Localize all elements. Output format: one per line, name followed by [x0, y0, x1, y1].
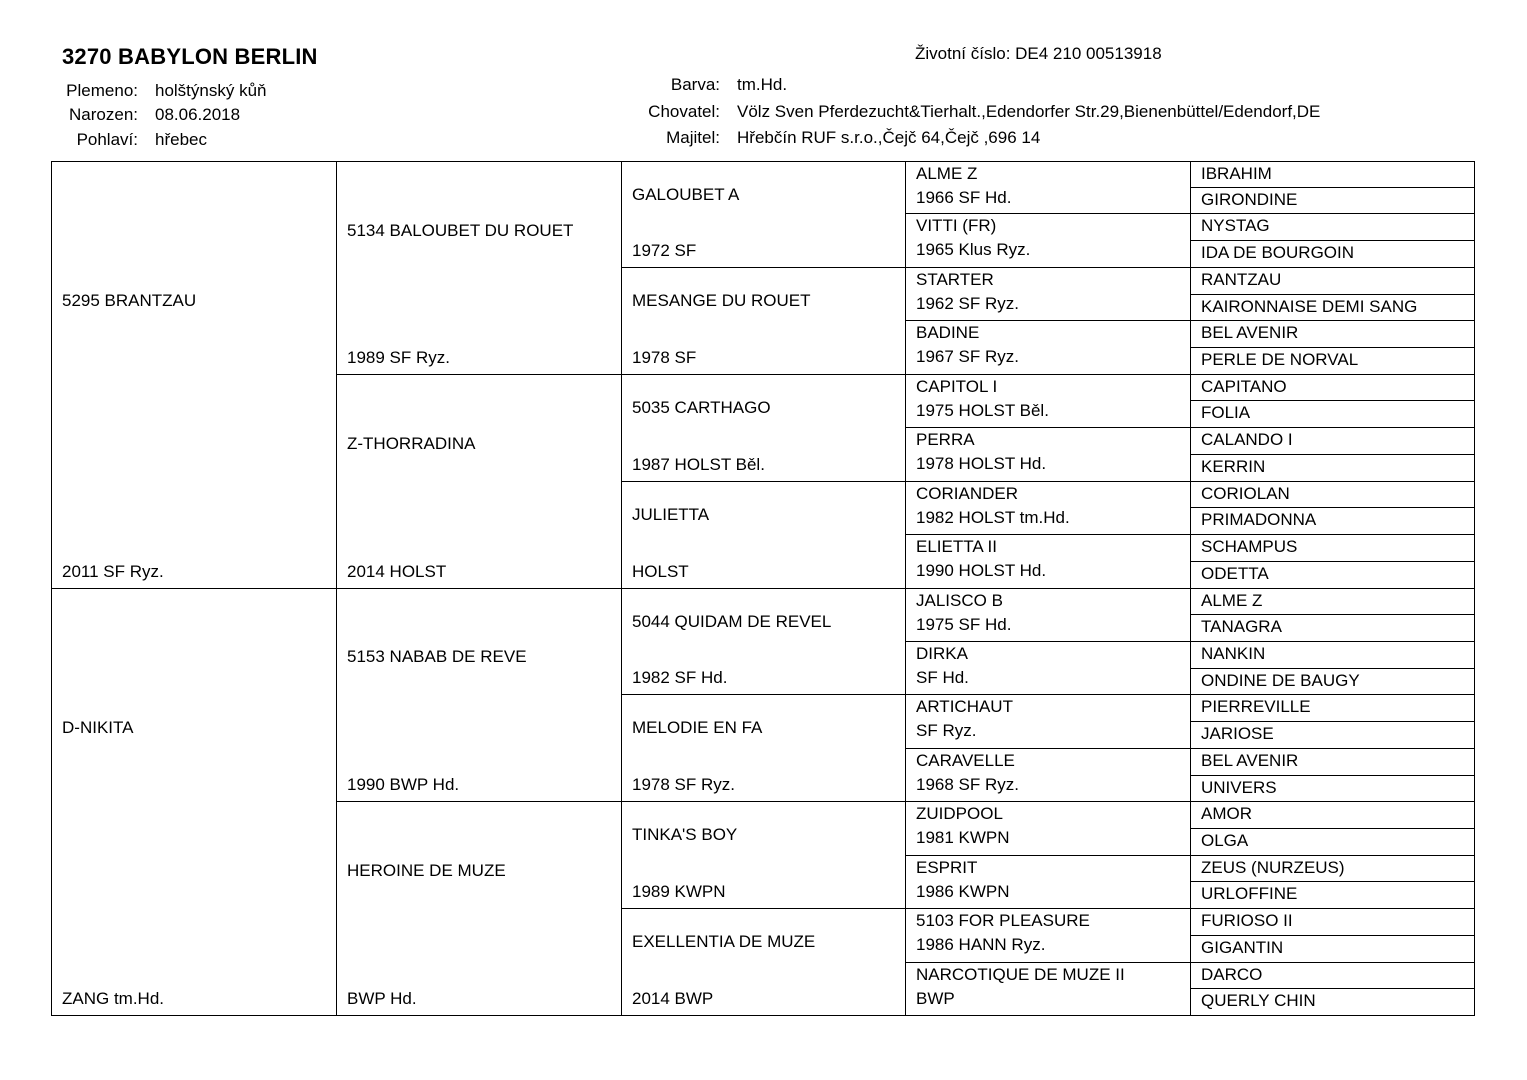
ancestor-name: CAPITANO: [1201, 377, 1287, 396]
ancestor-name: UNIVERS: [1201, 778, 1277, 797]
ancestor-name: KAIRONNAISE DEMI SANG: [1201, 297, 1418, 316]
pedigree-cell-gen5: [1190, 213, 1475, 241]
ancestor-name: SCHAMPUS: [1201, 537, 1298, 556]
pedigree-cell-gen3: [621, 481, 906, 589]
breeder-label: Chovatel:: [648, 102, 720, 121]
ancestor-name: IBRAHIM: [1201, 164, 1272, 183]
ancestor-name: ALME Z: [1201, 591, 1263, 610]
ancestor-name: D-NIKITA: [62, 717, 134, 737]
ancestor-name: CORIANDER: [916, 484, 1019, 503]
ancestor-name: CORIOLAN: [1201, 484, 1290, 503]
pedigree-cell-gen5: [1190, 427, 1475, 455]
pedigree-cell-gen5: [1190, 347, 1475, 375]
ancestor-name: TANAGRA: [1201, 617, 1282, 636]
pedigree-cell-gen5: [1190, 267, 1475, 295]
ancestor-name: CAPITOL I: [916, 377, 998, 396]
pedigree-cell-gen4: [905, 320, 1191, 375]
pedigree-cell-gen2: [336, 161, 622, 375]
ancestor-info: HOLST: [632, 562, 689, 581]
pedigree-cell-gen5: [1190, 694, 1475, 722]
ancestor-name: ESPRIT: [916, 858, 978, 877]
ancestor-name: ZUIDPOOL: [916, 804, 1003, 823]
ancestor-info: 1978 SF Ryz.: [632, 775, 735, 794]
ancestor-name: STARTER: [916, 270, 994, 289]
pedigree-cell-gen5: [1190, 801, 1475, 829]
pedigree-cell-gen5: [1190, 454, 1475, 482]
ancestor-info: 1967 SF Ryz.: [916, 347, 1019, 366]
pedigree-cell-gen3: [621, 694, 906, 802]
pedigree-cell-gen4: [905, 801, 1191, 856]
ancestor-name: 5134 BALOUBET DU ROUET: [347, 220, 574, 240]
pedigree-cell-gen4: [905, 588, 1191, 642]
pedigree-cell-gen5: [1190, 668, 1475, 695]
ancestor-name: JULIETTA: [632, 505, 710, 525]
ancestor-name: 5295 BRANTZAU: [62, 291, 197, 311]
pedigree-cell-gen5: [1190, 161, 1475, 188]
pedigree-cell-gen5: [1190, 962, 1475, 989]
pedigree-cell-gen2: [336, 374, 622, 589]
ancestor-name: CALANDO I: [1201, 430, 1293, 449]
ancestor-name: ODETTA: [1201, 564, 1269, 583]
ancestor-name: KERRIN: [1201, 457, 1266, 476]
ancestor-name: CARAVELLE: [916, 751, 1015, 770]
ancestor-info: 1982 SF Hd.: [632, 668, 728, 687]
ancestor-info: 1982 HOLST tm.Hd.: [916, 508, 1070, 527]
pedigree-cell-gen4: [905, 427, 1191, 482]
ancestor-name: URLOFFINE: [1201, 884, 1298, 903]
pedigree-cell-gen1: [51, 161, 337, 589]
ancestor-info: 1966 SF Hd.: [916, 188, 1012, 207]
ancestor-name: MELODIE EN FA: [632, 718, 763, 738]
pedigree-cell-gen5: [1190, 561, 1475, 589]
pedigree-table: [51, 161, 1475, 1016]
pedigree-cell-gen5: [1190, 908, 1475, 936]
ancestor-info: 2014 HOLST: [347, 562, 447, 581]
pedigree-cell-gen4: [905, 908, 1191, 963]
ancestor-name: ZEUS (NURZEUS): [1201, 858, 1345, 877]
breeder-value: Völz Sven Pferdezucht&Tierhalt.,Edendorfer Str.29,Bienenbüttel/Edendorf,DE: [737, 102, 1321, 121]
ancestor-info: 2011 SF Ryz.: [62, 562, 164, 581]
sex-label: Pohlaví:: [76, 130, 138, 149]
ancestor-info: 1990 BWP Hd.: [347, 775, 460, 794]
ancestor-info: 1962 SF Ryz.: [916, 294, 1019, 313]
ancestor-name: GIRONDINE: [1201, 190, 1298, 209]
ancestor-info: 1972 SF: [632, 241, 697, 260]
ancestor-info: SF Hd.: [916, 668, 969, 687]
pedigree-cell-gen5: [1190, 614, 1475, 642]
pedigree-cell-gen2: [336, 588, 622, 802]
breed-label: Plemeno:: [66, 81, 138, 100]
pedigree-cell-gen5: [1190, 588, 1475, 615]
ancestor-name: PIERREVILLE: [1201, 697, 1311, 716]
pedigree-cell-gen3: [621, 267, 906, 375]
ancestor-name: OLGA: [1201, 831, 1249, 850]
ancestor-name: PERRA: [916, 430, 975, 449]
pedigree-cell-gen4: [905, 267, 1191, 321]
ancestor-name: 5103 FOR PLEASURE: [916, 911, 1090, 930]
ancestor-name: DARCO: [1201, 965, 1263, 984]
pedigree-cell-gen4: [905, 694, 1191, 749]
ancestor-name: JALISCO B: [916, 591, 1003, 610]
ancestor-info: 1990 HOLST Hd.: [916, 561, 1047, 580]
ancestor-name: 5044 QUIDAM DE REVEL: [632, 611, 832, 631]
pedigree-cell-gen5: [1190, 374, 1475, 401]
ancestor-info: 1975 SF Hd.: [916, 615, 1012, 634]
pedigree-cell-gen4: [905, 641, 1191, 695]
ancestor-name: BEL AVENIR: [1201, 323, 1299, 342]
ancestor-name: ARTICHAUT: [916, 697, 1013, 716]
ancestor-name: IDA DE BOURGOIN: [1201, 243, 1355, 262]
pedigree-cell-gen5: [1190, 748, 1475, 776]
pedigree-cell-gen3: [621, 801, 906, 909]
ancestor-name: MESANGE DU ROUET: [632, 291, 811, 311]
pedigree-cell-gen4: [905, 855, 1191, 909]
ancestor-info: 1981 KWPN: [916, 828, 1010, 847]
ancestor-info: 1989 KWPN: [632, 882, 726, 901]
pedigree-cell-gen5: [1190, 828, 1475, 856]
color-label: Barva:: [670, 75, 720, 94]
ancestor-name: JARIOSE: [1201, 724, 1274, 743]
ancestor-name: BADINE: [916, 323, 980, 342]
pedigree-cell-gen5: [1190, 400, 1475, 428]
ancestor-info: 1987 HOLST Běl.: [632, 455, 765, 474]
ancestor-name: NARCOTIQUE DE MUZE II: [916, 965, 1125, 984]
ancestor-info: 1986 KWPN: [916, 882, 1010, 901]
life-number: Životní číslo: DE4 210 00513918: [915, 44, 1162, 63]
pedigree-cell-gen1: [51, 588, 337, 1016]
pedigree-cell-gen5: [1190, 481, 1475, 508]
ancestor-name: 5035 CARTHAGO: [632, 398, 771, 418]
born-value: 08.06.2018: [155, 105, 241, 124]
breed-value: holštýnský kůň: [155, 81, 267, 100]
ancestor-info: BWP: [916, 989, 955, 1008]
ancestor-name: GIGANTIN: [1201, 938, 1284, 957]
ancestor-name: FURIOSO II: [1201, 911, 1293, 930]
ancestor-name: ELIETTA II: [916, 537, 997, 556]
pedigree-cell-gen5: [1190, 775, 1475, 802]
ancestor-name: TINKA'S BOY: [632, 825, 738, 845]
ancestor-info: ZANG tm.Hd.: [62, 989, 165, 1008]
pedigree-cell-gen5: [1190, 320, 1475, 348]
ancestor-name: ALME Z: [916, 164, 978, 183]
pedigree-cell-gen4: [905, 748, 1191, 802]
pedigree-cell-gen4: [905, 534, 1191, 589]
sex-value: hřebec: [155, 130, 207, 149]
pedigree-cell-gen5: [1190, 534, 1475, 562]
pedigree-cell-gen5: [1190, 641, 1475, 669]
ancestor-info: SF Ryz.: [916, 721, 977, 740]
ancestor-info: 1978 SF: [632, 348, 697, 367]
ancestor-name: PRIMADONNA: [1201, 510, 1317, 529]
pedigree-cell-gen2: [336, 801, 622, 1016]
pedigree-cell-gen5: [1190, 507, 1475, 535]
pedigree-cell-gen5: [1190, 187, 1475, 214]
ancestor-name: VITTI (FR): [916, 216, 997, 235]
pedigree-cell-gen4: [905, 962, 1191, 1016]
pedigree-cell-gen4: [905, 481, 1191, 535]
ancestor-name: QUERLY CHIN: [1201, 991, 1316, 1010]
pedigree-cell-gen5: [1190, 988, 1475, 1016]
ancestor-info: BWP Hd.: [347, 989, 417, 1008]
ancestor-name: AMOR: [1201, 804, 1252, 823]
pedigree-cell-gen4: [905, 213, 1191, 268]
ancestor-name: NYSTAG: [1201, 216, 1270, 235]
pedigree-cell-gen5: [1190, 881, 1475, 909]
born-label: Narozen:: [69, 105, 138, 124]
ancestor-name: HEROINE DE MUZE: [347, 860, 506, 880]
ancestor-name: EXELLENTIA DE MUZE: [632, 932, 816, 952]
pedigree-cell-gen5: [1190, 855, 1475, 882]
pedigree-cell-gen4: [905, 161, 1191, 214]
title: 3270 BABYLON BERLIN: [62, 44, 318, 69]
ancestor-info: 1968 SF Ryz.: [916, 775, 1019, 794]
pedigree-cell-gen4: [905, 374, 1191, 428]
pedigree-cell-gen3: [621, 908, 906, 1016]
owner-value: Hřebčín RUF s.r.o.,Čejč 64,Čejč ,696 14: [737, 128, 1041, 147]
color-value: tm.Hd.: [737, 75, 788, 94]
ancestor-name: PERLE DE NORVAL: [1201, 350, 1359, 369]
ancestor-info: 1965 Klus Ryz.: [916, 240, 1031, 259]
ancestor-name: NANKIN: [1201, 644, 1266, 663]
ancestor-info: 1986 HANN Ryz.: [916, 935, 1046, 954]
ancestor-info: 1989 SF Ryz.: [347, 348, 450, 367]
pedigree-cell-gen5: [1190, 721, 1475, 749]
ancestor-name: FOLIA: [1201, 403, 1251, 422]
ancestor-info: 1975 HOLST Běl.: [916, 401, 1049, 420]
pedigree-cell-gen3: [621, 374, 906, 482]
pedigree-cell-gen5: [1190, 294, 1475, 321]
ancestor-info: 1978 HOLST Hd.: [916, 454, 1047, 473]
ancestor-name: GALOUBET A: [632, 185, 740, 205]
ancestor-name: BEL AVENIR: [1201, 751, 1299, 770]
pedigree-cell-gen5: [1190, 240, 1475, 268]
ancestor-name: Z-THORRADINA: [347, 433, 476, 453]
ancestor-name: DIRKA: [916, 644, 968, 663]
ancestor-name: 5153 NABAB DE REVE: [347, 647, 527, 667]
pedigree-cell-gen5: [1190, 935, 1475, 963]
owner-label: Majitel:: [666, 128, 720, 147]
ancestor-name: RANTZAU: [1201, 270, 1282, 289]
pedigree-cell-gen3: [621, 161, 906, 268]
ancestor-info: 2014 BWP: [632, 989, 714, 1008]
ancestor-name: ONDINE DE BAUGY: [1201, 671, 1360, 690]
pedigree-cell-gen3: [621, 588, 906, 695]
